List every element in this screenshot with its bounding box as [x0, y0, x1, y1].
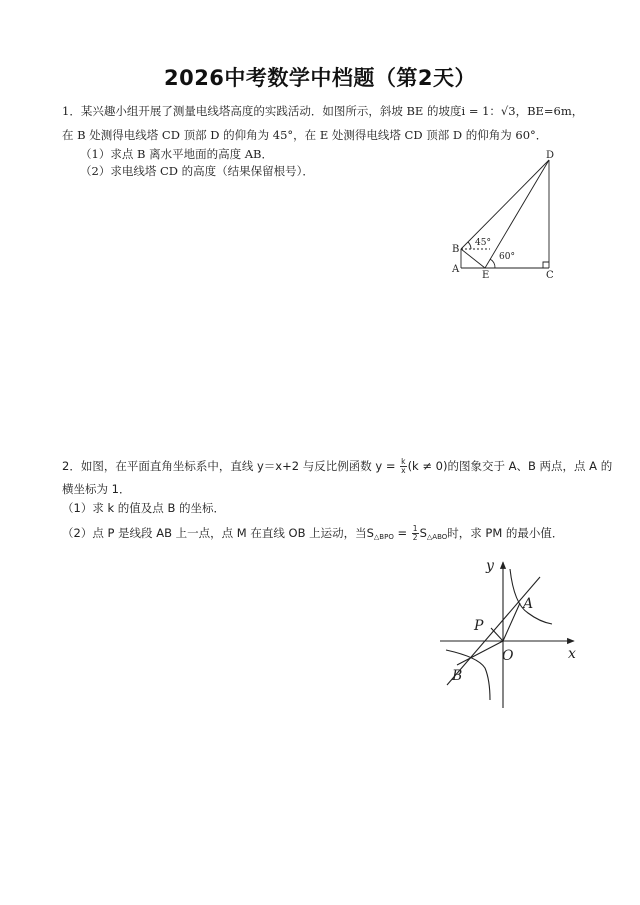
fraction-numerator: 1 — [412, 524, 418, 533]
q1-subquestion-2: （2）求电线塔 CD 的高度（结果保留根号）． — [80, 164, 314, 178]
fraction-denominator: 2 — [412, 533, 418, 542]
area-s: S — [419, 526, 427, 540]
q1-text-line2: 在 B 处测得电线塔 CD 顶部 D 的仰角为 45°，在 E 处测得电线塔 CD 顶部 D 的仰角为 60°． — [62, 128, 548, 142]
fraction-numerator: k — [401, 457, 406, 466]
segment-OA — [503, 603, 520, 641]
label-A: A — [452, 264, 460, 275]
q2-subquestion-1: （1）求 k 的值及点 B 的坐标． — [62, 501, 225, 515]
q2-number: 2． — [62, 459, 81, 473]
equals-sign: = — [393, 526, 408, 540]
label-E: E — [482, 270, 490, 281]
segment-OB — [457, 641, 503, 665]
fraction-denominator: x — [401, 466, 406, 475]
q2-sub2-text-b: 时，求 PM 的最小值． — [447, 526, 564, 540]
q2-line1 — [62, 458, 612, 475]
segment-ED — [485, 160, 549, 268]
area-abo: △ABO — [426, 533, 448, 541]
q1-text-line1: 某兴趣小组开展了测量电线塔高度的实践活动．如图所示，斜坡 BE 的坡度i = 1：√3，BE=6m， — [80, 104, 584, 118]
axis-label-y: y — [486, 558, 494, 574]
point-label-P: P — [474, 618, 484, 634]
angle-label-60: 60° — [499, 252, 515, 262]
q2-text-line1b: (k ≠ 0)的图象交于 A、B 两点，点 A 的 — [407, 459, 613, 473]
q2-subquestion-2 — [62, 525, 563, 544]
right-angle-mark — [543, 262, 549, 268]
fraction-one-half — [412, 525, 419, 542]
q1-subquestion-1: （1）求点 B 离水平地面的高度 AB． — [80, 147, 273, 161]
label-D: D — [546, 150, 555, 161]
q2-sub2-text-a: （2）点 P 是线段 AB 上一点，点 M 在直线 OB 上运动，当S — [62, 526, 374, 540]
segment-BE — [461, 249, 485, 268]
point-label-A: A — [523, 596, 534, 612]
q1-number: 1． — [62, 104, 81, 118]
q2-figure — [430, 550, 590, 715]
angle-label-45: 45° — [475, 238, 491, 248]
point-label-B: B — [452, 668, 463, 684]
area-bpo: △BPO — [373, 533, 394, 541]
segment-BD — [461, 160, 549, 249]
page-title: 2026中考数学中档题（第2天） — [163, 66, 477, 90]
segment-OP — [491, 628, 503, 641]
q1-line1 — [62, 104, 583, 118]
fraction-k-over-x — [400, 458, 406, 475]
label-C: C — [546, 270, 554, 281]
q2-text-line1a: 如图，在平面直角坐标系中，直线 y＝x+2 与反比例函数 y = — [80, 459, 396, 473]
angle-arc-60 — [490, 259, 495, 268]
point-label-O: O — [502, 648, 514, 664]
q2-text-line2: 横坐标为 1． — [62, 482, 131, 496]
label-B: B — [452, 244, 460, 255]
angle-arc-45 — [468, 242, 471, 249]
axis-label-x: x — [568, 646, 576, 662]
q1-figure — [440, 145, 570, 280]
